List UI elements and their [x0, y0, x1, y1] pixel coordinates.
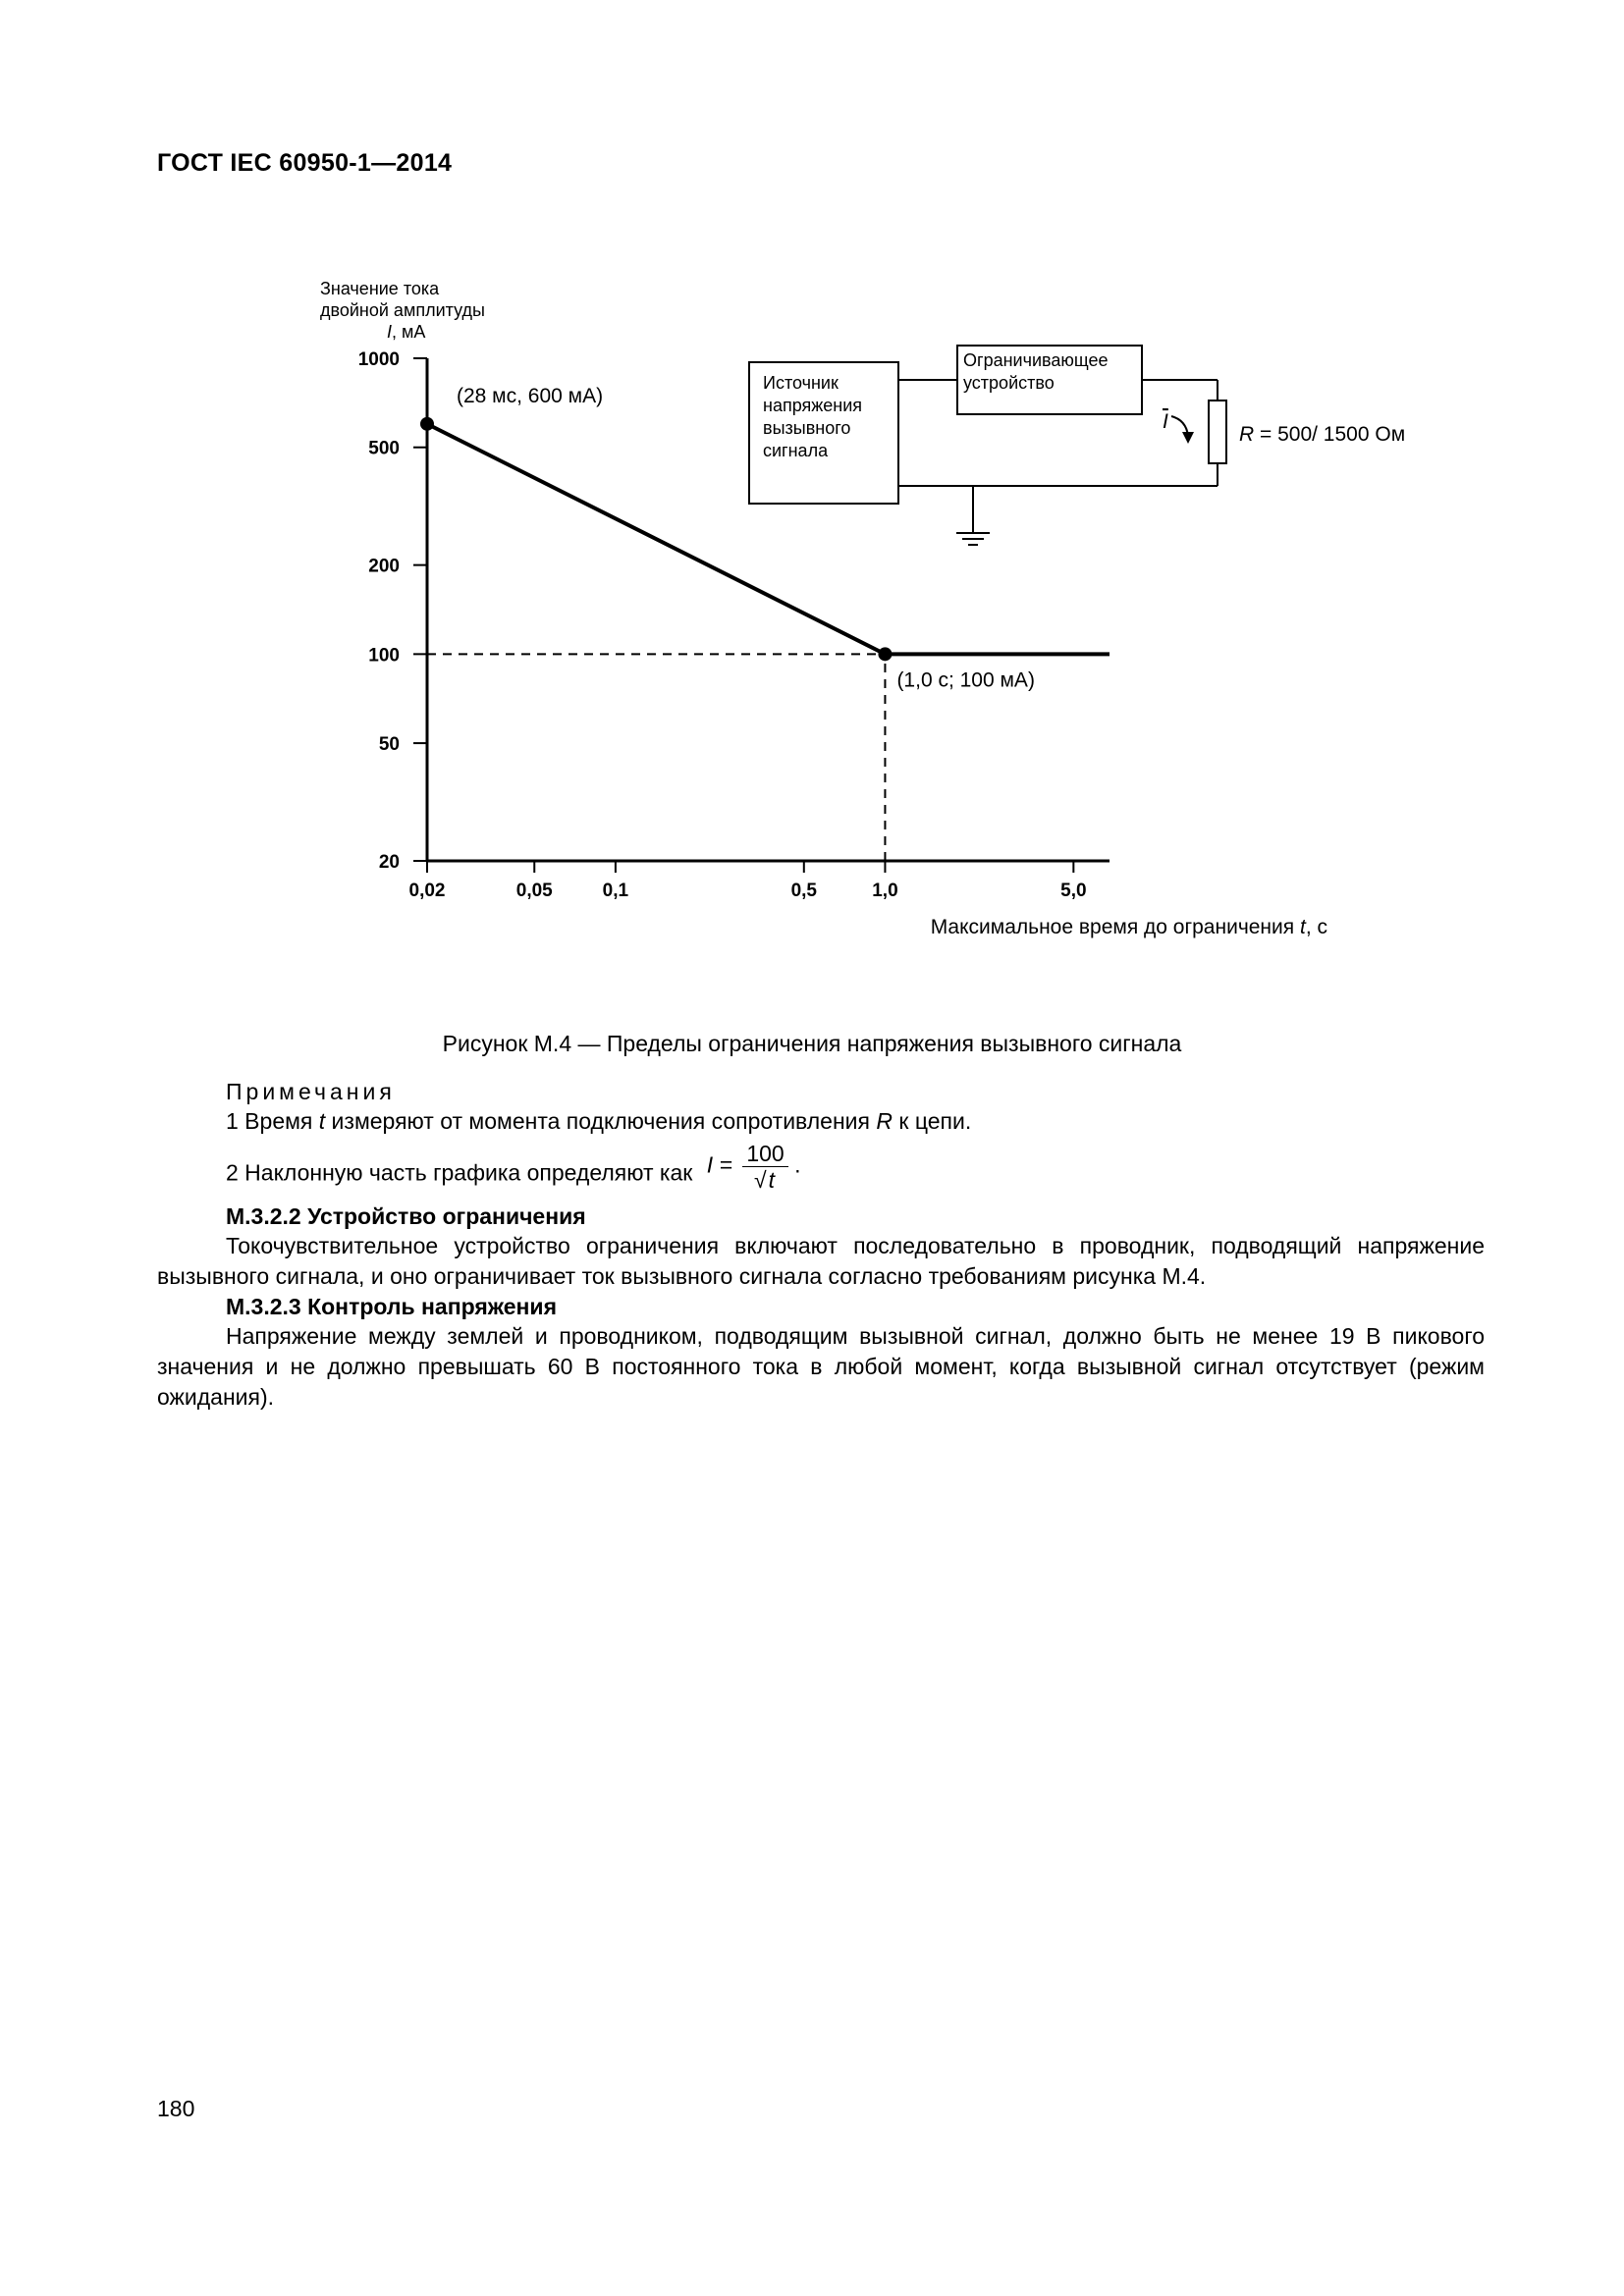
- y-tick-label: 500: [368, 438, 400, 459]
- x-tick-label: 0,1: [602, 881, 629, 901]
- source-label-1: Источник: [763, 373, 839, 393]
- resistor: [1209, 400, 1226, 463]
- y-tick-label: 50: [378, 734, 400, 756]
- formula-den-var: t: [768, 1167, 776, 1193]
- x-tick-label: 5,0: [1060, 881, 1087, 901]
- data-point-label: (1,0 с; 100 мА): [896, 668, 1035, 692]
- x-tick-label: 0,05: [515, 881, 553, 901]
- note-2-text: 2 Наклонную часть графика определяют как: [226, 1159, 693, 1186]
- section-text-m322: Токочувствительное устройство ограничения включают последовательно в проводник, подводящий напряжение вызывного сигнала, и оно ограничивает ток вызывного сигнала согласно требованиям рисунка М.4.: [157, 1233, 1485, 1289]
- formula-lhs: I =: [706, 1151, 732, 1178]
- source-label-3: вызывного: [763, 418, 851, 438]
- formula-fraction: [742, 1141, 787, 1193]
- current-arrowhead-icon: [1182, 432, 1194, 444]
- section-text-m323: Напряжение между землей и проводником, подводящим вызывной сигнал, должно быть не менее 19 В пикового значения и не должно превышать 60 В постоянного тока в любой момент, когда вызывной сигнал отсутствует (режим ожидания).: [157, 1323, 1485, 1410]
- x-tick-label: 0,02: [408, 881, 446, 901]
- y-tick-label: 100: [368, 645, 400, 667]
- y-axis-label-line2: двойной амплитуды: [320, 300, 485, 320]
- slope-formula: [707, 1141, 801, 1193]
- formula-denominator: [742, 1167, 787, 1193]
- data-point-marker: [420, 417, 434, 431]
- data-point-label: (28 мс, 600 мА): [457, 384, 604, 407]
- x-axis-label: Максимальное время до ограничения t, с: [930, 916, 1327, 938]
- y-axis-label-line1: Значение тока: [320, 279, 440, 298]
- section-heading-m323: М.3.2.3 Контроль напряжения: [226, 1294, 557, 1319]
- note-1: 1 Время t измеряют от момента подключения сопротивления R к цепи.: [226, 1108, 972, 1134]
- page-number: 180: [157, 2096, 195, 2121]
- note-2: [226, 1141, 1553, 1201]
- notes-title: Примечания: [226, 1079, 396, 1104]
- x-tick-label: 1,0: [872, 881, 898, 901]
- resistor-label: R = 500/ 1500 Ом: [1239, 423, 1406, 446]
- y-tick-label: 200: [368, 556, 400, 577]
- source-label-4: сигнала: [763, 441, 829, 460]
- figure-m4: [0, 0, 1624, 1021]
- chart-plot: [358, 349, 1110, 901]
- y-tick-label: 20: [378, 852, 400, 873]
- sqrt-icon: √: [754, 1167, 767, 1193]
- limiter-label-2: устройство: [963, 373, 1055, 393]
- data-point-marker: [878, 647, 892, 661]
- figure-caption: Рисунок М.4 — Пределы ограничения напряжения вызывного сигнала: [442, 1031, 1182, 1056]
- formula-end: .: [794, 1151, 801, 1178]
- source-label-2: напряжения: [763, 396, 863, 415]
- current-symbol: I: [1163, 410, 1168, 433]
- formula-numerator: 100: [742, 1141, 787, 1167]
- document-header: ГОСТ IEC 60950-1—2014: [157, 149, 453, 177]
- limiter-label-1: Ограничивающее: [963, 350, 1109, 370]
- y-axis-label-line3: I, мА: [387, 322, 426, 342]
- section-heading-m322: М.3.2.2 Устройство ограничения: [226, 1203, 586, 1229]
- x-tick-label: 0,5: [790, 881, 818, 901]
- y-tick-label: 1000: [357, 349, 400, 370]
